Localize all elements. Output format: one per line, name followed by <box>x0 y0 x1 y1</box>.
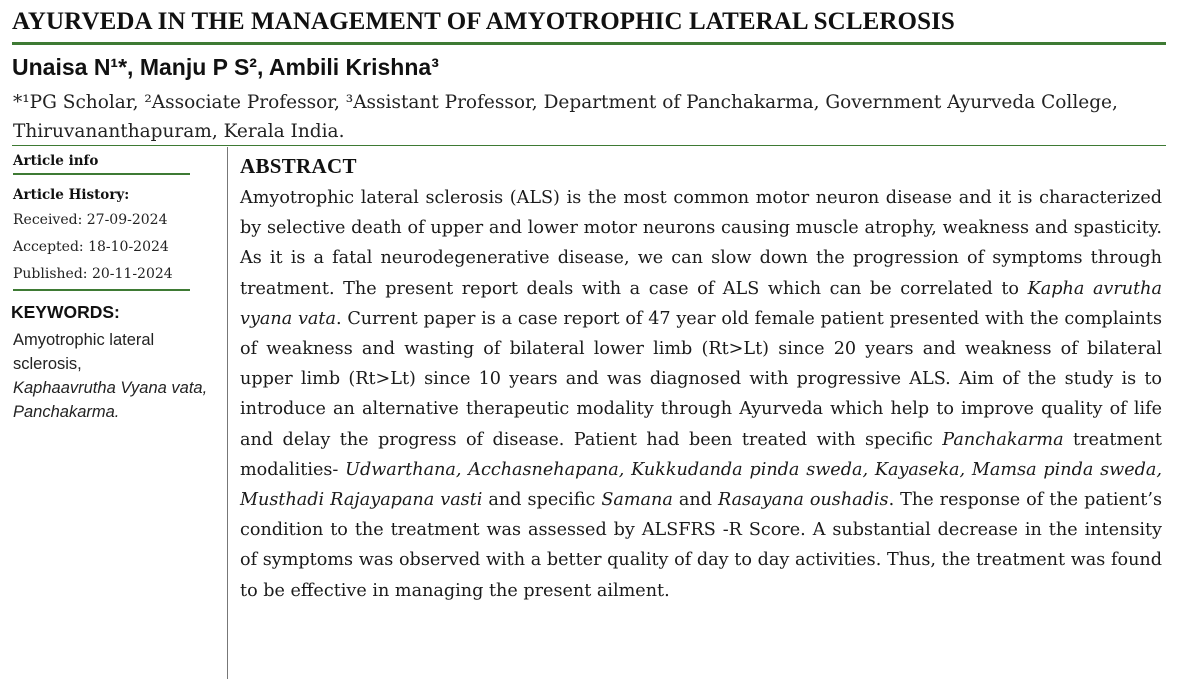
title-divider <box>12 42 1166 45</box>
header-divider <box>12 145 1166 146</box>
history-divider <box>13 289 190 291</box>
abstract-text-6: . The response of the patient’s condition to the treatment was assessed by ALSFRS -R Score. A substantial decrease in the intensity of symptoms was observed with a better quality of day to day activities. Thus, the treatment was found to be effective in managing the present ailment. <box>240 490 1162 601</box>
keywords-heading: KEYWORDS: <box>11 302 120 322</box>
column-divider <box>227 147 228 679</box>
abstract-term-5: Rasayana oushadis <box>717 490 889 511</box>
abstract-term-1: Kapha avrutha vyana vata <box>240 278 1163 329</box>
abstract-heading: ABSTRACT <box>240 154 357 178</box>
affiliation: *¹PG Scholar, ²Associate Professor, ³Assistant Professor, Department of Panchakarma, Government Ayurveda College, Thiruvananthapuram, Kerala India. <box>13 92 1118 142</box>
accepted-date: Accepted: 18-10-2024 <box>13 239 169 255</box>
abstract-text-3: treatment modalities- <box>240 429 1162 480</box>
keyword-italic: Kaphaavrutha Vyana vata, Panchakarma. <box>13 379 208 421</box>
article-history-heading: Article History: <box>13 187 130 203</box>
article-info-heading: Article info <box>13 153 99 169</box>
article-info-divider <box>13 173 190 175</box>
article-info-sidebar <box>11 151 208 424</box>
received-date: Received: 27-09-2024 <box>13 212 168 228</box>
abstract-text-4: and specific <box>482 490 602 511</box>
paper-title: AYURVEDA IN THE MANAGEMENT OF AMYOTROPHIC LATERAL SCLEROSIS <box>12 8 955 35</box>
abstract-section <box>240 151 1162 606</box>
published-date: Published: 20-11-2024 <box>13 266 173 282</box>
author-list: Unaisa N¹*, Manju P S², Ambili Krishna³ <box>12 54 439 80</box>
keywords-list <box>13 328 208 424</box>
abstract-term-3: Udwarthana, Acchasnehapana, Kukkudanda pinda sweda, Kayaseka, Mamsa pinda sweda, Musthadi Rajayapana vasti <box>240 459 1162 511</box>
abstract-text-1: Amyotrophic lateral sclerosis (ALS) is the most common motor neuron disease and it is characterized by selective death of upper and lower motor neurons causing muscle atrophy, weakness and spasticity. As it is a fatal neurodegenerative disease, we can slow down the progression of symptoms through treatment. The present report deals with a case of ALS which can be correlated to <box>240 188 1162 299</box>
keyword-als: Amyotrophic lateral sclerosis, <box>13 331 155 373</box>
abstract-term-2: Panchakarma <box>942 429 1064 450</box>
abstract-term-4: Samana <box>601 490 673 511</box>
abstract-body <box>240 183 1162 606</box>
abstract-text-5: and <box>672 490 718 511</box>
abstract-text-2: . Current paper is a case report of 47 year old female patient presented with the complaints of weakness and wasting of bilateral lower limb (Rt>Lt) since 20 years and weakness of bilateral upper limb (Rt>Lt) since 10 years and was diagnosed with progressive ALS. Aim of the study is to introduce an alternative therapeutic modality through Ayurveda which help to improve quality of life and delay the progress of disease. Patient had been treated with specific <box>240 308 1162 450</box>
